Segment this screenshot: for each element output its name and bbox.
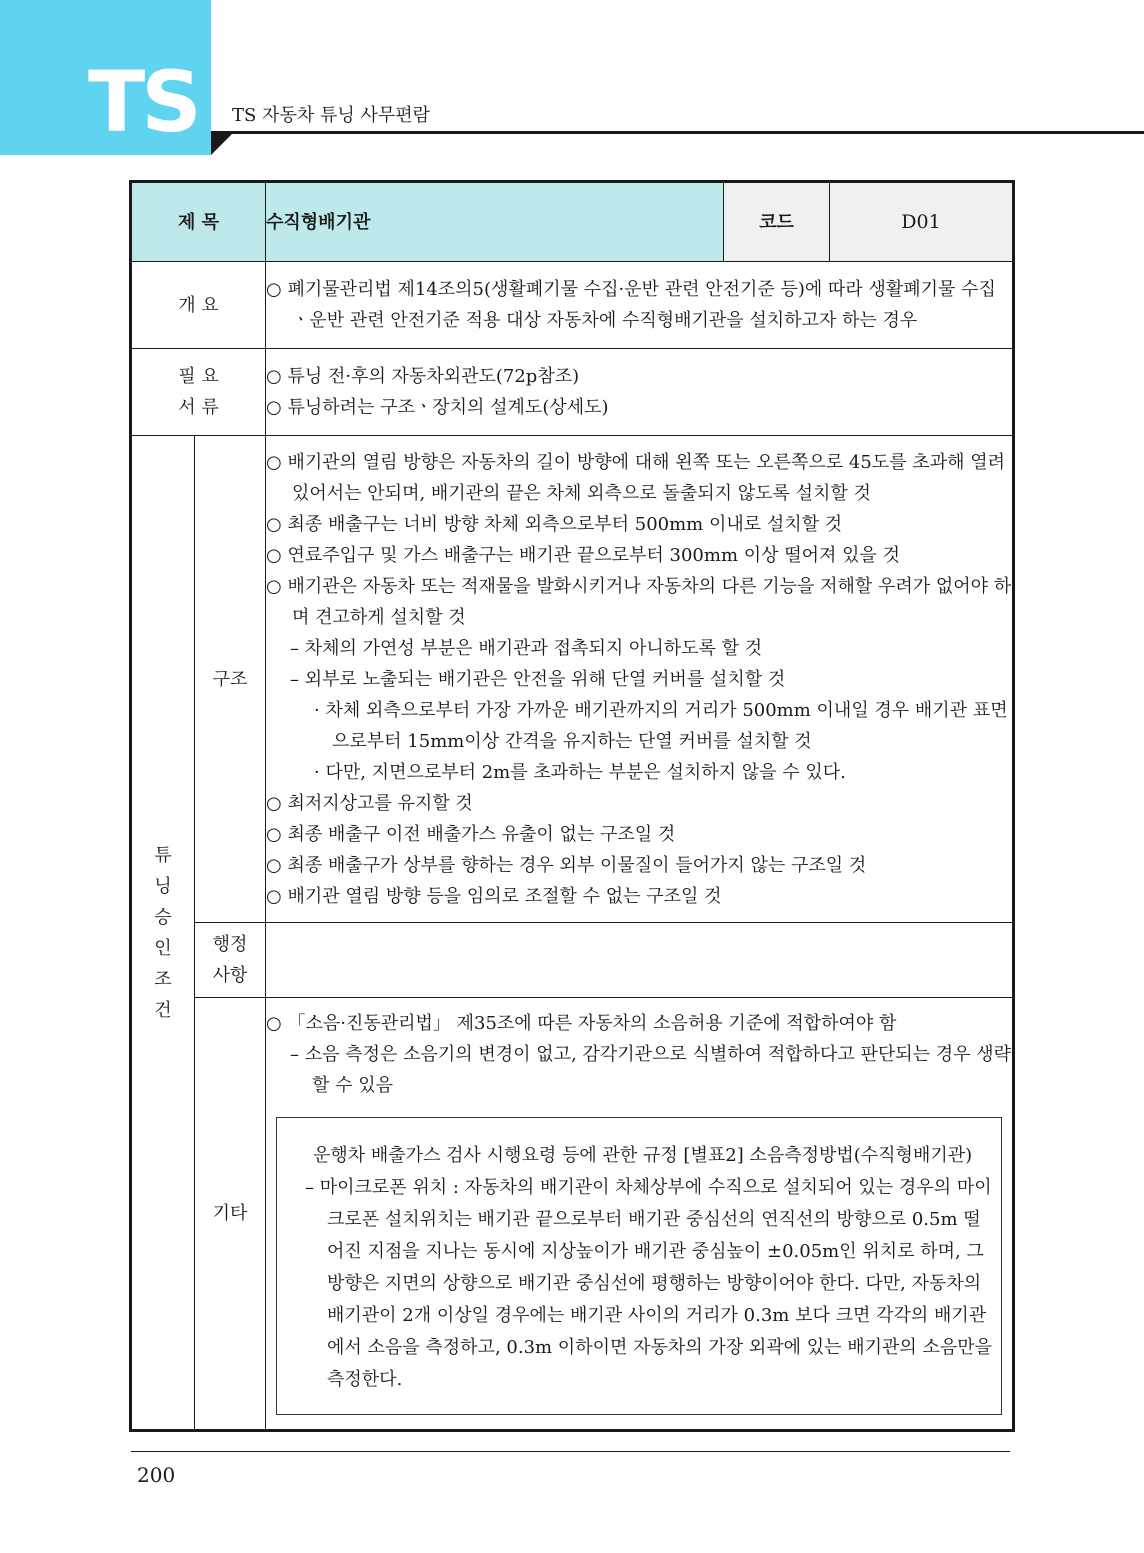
structure-subitem: – 외부로 노출되는 배기관은 안전을 위해 단열 커버를 설치할 것 (290, 668, 786, 690)
note-body: – 마이크로폰 위치 : 자동차의 배기관이 차체상부에 수직으로 설치되어 있는 경우의 마이크로폰 설치위치는 배기관 끝으로부터 배기관 중심선의 연직선의 방향으로 0.5m 떨어진 지점을 지나는 동시에 지상높이가 배기관 중심높이 ±0.05m인 위치로 하며, 그 방향은 지면의 상향으로 배기관 중심선에 평행하는 방향이어야 한다. 다만, 자동차의 배기관이 2개 이상일 경우에는 배기관 사이의 거리가 0.3m 보다 크면 각각의 배기관에서 소음을 측정하고, 0.3m 이하이면 자동차의 가장 외곽에 있는 배기관의 소음만을 측정한다. (305, 1177, 993, 1390)
documents-item: ○ 튜닝 전·후의 자동차외관도(72p참조) (266, 366, 580, 387)
structure-subitem: – 차체의 가연성 부분은 배기관과 접촉되지 아니하도록 할 것 (290, 637, 763, 659)
note-heading: 운행차 배출가스 검사 시행요령 등에 관한 규정 [별표2] 소음측정방법(수직형배기관) (313, 1145, 973, 1166)
condition-label (131, 436, 195, 1431)
logo-corner-shape (211, 131, 235, 155)
admin-row (131, 923, 1014, 998)
title-value: 수직형배기관 (266, 182, 724, 262)
documents-content (266, 349, 1014, 436)
admin-label (195, 923, 266, 998)
tuning-spec-table (129, 180, 1015, 1432)
structure-detail: · 다만, 지면으로부터 2m를 초과하는 부분은 설치하지 않을 수 있다. (314, 761, 846, 783)
other-label: 기타 (195, 998, 266, 1431)
overview-label: 개 요 (131, 262, 266, 349)
documents-label-line: 필 요 (178, 366, 219, 387)
title-row (131, 182, 1014, 262)
page-number: 200 (137, 1463, 176, 1487)
structure-item: ○ 연료주입구 및 가스 배출구는 배기관 끝으로부터 300mm 이상 떨어져 있을 것 (266, 544, 901, 566)
structure-content (266, 436, 1014, 923)
overview-item: ○ 폐기물관리법 제14조의5(생활폐기물 수집·운반 관련 안전기준 등)에 따라 생활폐기물 수집ㆍ운반 관련 안전기준 적용 대상 자동차에 수직형배기관을 설치하고자 하는 경우 (266, 279, 996, 331)
structure-item: ○ 최종 배출구가 상부를 향하는 경우 외부 이물질이 들어가지 않는 구조일 것 (266, 854, 867, 876)
structure-item: ○ 배기관은 자동차 또는 적재물을 발화시키거나 자동차의 다른 기능을 저해할 우려가 없어야 하며 견고하게 설치할 것 (266, 575, 1012, 628)
structure-item: ○ 최종 배출구는 너비 방향 차체 외측으로부터 500mm 이내로 설치할 것 (266, 513, 843, 535)
structure-label: 구조 (195, 436, 266, 923)
structure-item: ○ 배기관 열림 방향 등을 임의로 조절할 수 없는 구조일 것 (266, 885, 722, 907)
structure-detail: · 차체 외측으로부터 가장 가까운 배기관까지의 거리가 500mm 이내일 경우 배기관 표면으로부터 15mm이상 간격을 유지하는 단열 커버를 설치할 것 (314, 699, 1008, 752)
documents-label-line: 서 류 (178, 397, 219, 418)
admin-content (266, 923, 1014, 998)
overview-content (266, 262, 1014, 349)
title-label: 제 목 (131, 182, 266, 262)
admin-label-line: 행정 (212, 934, 248, 955)
documents-label (131, 349, 266, 436)
structure-item: ○ 배기관의 열림 방향은 자동차의 길이 방향에 대해 왼쪽 또는 오른쪽으로 45도를 초과해 열려 있어서는 안되며, 배기관의 끝은 차체 외측으로 돌출되지 않도록 설치할 것 (266, 451, 1005, 504)
other-item: ○ 「소음·진동관리법」 제35조에 따른 자동차의 소음허용 기준에 적합하여야 함 (266, 1013, 897, 1034)
other-row (131, 998, 1014, 1431)
other-content (266, 998, 1014, 1431)
footer-divider (131, 1451, 1010, 1452)
documents-item: ○ 튜닝하려는 구조ㆍ장치의 설계도(상세도) (266, 397, 609, 418)
overview-row (131, 262, 1014, 349)
condition-label-text: 튜닝승인조건 (154, 844, 172, 1021)
noise-measurement-note (276, 1117, 1002, 1415)
header-divider (211, 131, 1144, 134)
structure-item: ○ 최종 배출구 이전 배출가스 유출이 없는 구조일 것 (266, 823, 676, 845)
structure-row (131, 436, 1014, 923)
structure-item: ○ 최저지상고를 유지할 것 (266, 792, 473, 814)
ts-logo: TS (88, 53, 198, 151)
admin-label-line: 사항 (212, 965, 248, 986)
documents-row (131, 349, 1014, 436)
code-value: D01 (830, 182, 1014, 262)
other-subitem: – 소음 측정은 소음기의 변경이 없고, 감각기관으로 식별하여 적합하다고 판단되는 경우 생략할 수 있음 (290, 1044, 1012, 1096)
code-label: 코드 (724, 182, 830, 262)
header-title: TS 자동차 튜닝 사무편람 (232, 105, 430, 126)
